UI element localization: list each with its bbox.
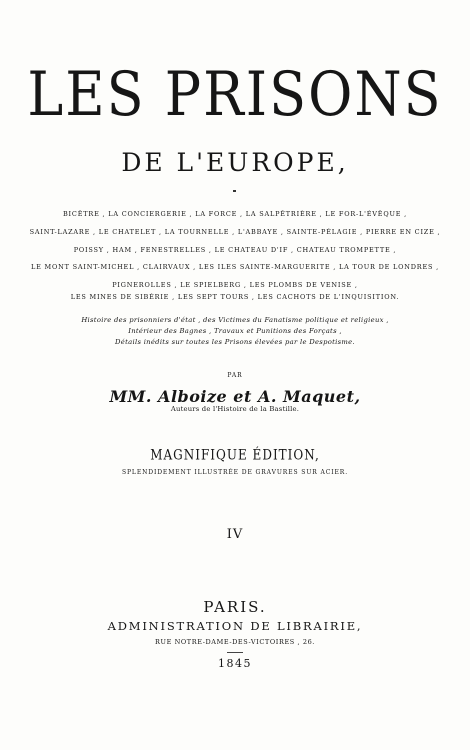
imprint-address: RUE NOTRE-DAME-DES-VICTOIRES , 26. bbox=[155, 638, 315, 646]
by-label: PAR bbox=[227, 372, 243, 379]
book-title: LES PRISONS bbox=[27, 59, 443, 130]
imprint-publisher: ADMINISTRATION DE LIBRAIRIE, bbox=[107, 619, 363, 633]
edition-subtitle: SPLENDIDEMENT ILLUSTRÉE DE GRAVURES SUR ACIER. bbox=[121, 469, 349, 476]
imprint-city: PARIS. bbox=[203, 598, 267, 616]
ornament-dot bbox=[233, 190, 236, 192]
book-subtitle: DE L'EUROPE, bbox=[121, 148, 349, 177]
prison-list-line: PIGNEROLLES , LE SPIELBERG , LES PLOMBS DE VENISE , bbox=[112, 281, 358, 289]
description-line: Intérieur des Bagnes , Travaux et Punitions des Forçats , bbox=[128, 327, 342, 335]
prison-list-line: POISSY , HAM , FENESTRELLES , LE CHATEAU D'IF , CHATEAU TROMPETTE , bbox=[73, 246, 397, 254]
authors: MM. Alboize et A. Maquet, bbox=[109, 387, 361, 406]
volume-number: IV bbox=[226, 527, 244, 542]
edition-label: MAGNIFIQUE ÉDITION, bbox=[150, 446, 320, 464]
authors-note: Auteurs de l'Histoire de la Bastille. bbox=[170, 405, 300, 413]
imprint-year: 1845 bbox=[218, 657, 252, 670]
prison-list-line: LES MINES DE SIBÉRIE , LES SEPT TOURS , LES CACHOTS DE L'INQUISITION. bbox=[70, 293, 400, 301]
prison-list-line: SAINT-LAZARE , LE CHATELET , LA TOURNELLE , L'ABBAYE , SAINTE-PÉLAGIE , PIERRE EN CIZE , bbox=[29, 228, 441, 236]
description-line: Histoire des prisonniers d'état , des Victimes du Fanatisme politique et religieux , bbox=[81, 316, 389, 324]
description-line: Détails inédits sur toutes les Prisons élevées par le Despotisme. bbox=[115, 338, 355, 346]
prison-list-line: LE MONT SAINT-MICHEL , CLAIRVAUX , LES ILES SAINTE-MARGUERITE , LA TOUR DE LONDRES , bbox=[31, 263, 439, 271]
prison-list-line: BICÊTRE , LA CONCIERGERIE , LA FORCE , LA SALPÊTRIÈRE , LE FOR-L'ÉVÊQUE , bbox=[62, 210, 407, 218]
divider-rule bbox=[227, 652, 243, 653]
